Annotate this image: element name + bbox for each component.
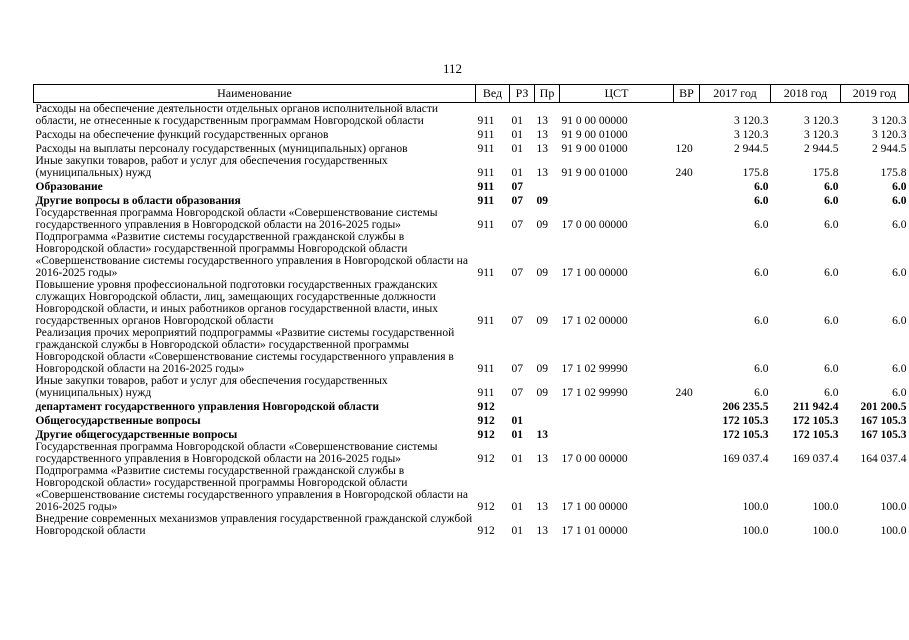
cell-rz: 01 [511, 429, 523, 441]
header-rz: РЗ [510, 85, 535, 103]
cell-2018: 169 037.4 [792, 453, 839, 465]
cell-2018: 2 944.5 [804, 143, 839, 155]
cell-cst: 91 9 00 01000 [561, 167, 628, 179]
cell-name: Расходы на выплаты персоналу государственных (муниципальных) органов [35, 143, 408, 155]
cell-2019: 6.0 [892, 219, 907, 231]
cell-2019: 100.0 [880, 501, 907, 513]
cell-cst: 17 1 02 99990 [561, 363, 628, 375]
cell-vr [674, 399, 700, 413]
cell-vr: 120 [675, 143, 693, 155]
cell-rz: 01 [511, 415, 523, 427]
cell-rz: 07 [511, 219, 523, 231]
cell-2019: 100.0 [880, 525, 907, 537]
table-row [34, 141, 909, 155]
cell-2018: 6.0 [824, 181, 839, 193]
cell-2017: 6.0 [754, 195, 769, 207]
cell-name: Государственная программа Новгородской области «Совершенствование системы государственного управления в Новгородской области на 2016-2025 годы» [35, 207, 438, 231]
cell-2017: 6.0 [754, 363, 769, 375]
cell-name: Внедрение современных механизмов управления государственной гражданской службой Новгородской области [35, 513, 473, 537]
cell-pr: 09 [536, 315, 548, 327]
cell-2019: 6.0 [892, 181, 907, 193]
cell-2019: 167 105.3 [860, 415, 907, 427]
cell-2019: 3 120.3 [872, 115, 907, 127]
cell-2018: 6.0 [824, 387, 839, 399]
cell-2019: 201 200.5 [860, 401, 907, 413]
cell-pr: 09 [536, 363, 548, 375]
cell-pr: 09 [536, 387, 548, 399]
cell-2017: 100.0 [742, 525, 769, 537]
cell-name: Подпрограмма «Развитие системы государственной гражданской службы в Новгородской области» государственной программы Новгородской области «Совершенствование системы государственного управления в Новгородской области на 2016-2025 годы» [35, 231, 468, 279]
table-row [34, 427, 909, 441]
cell-name: Государственная программа Новгородской области «Совершенствование системы государственного управления в Новгородской области на 2016-2025 годы» [35, 441, 438, 465]
header-vr: ВР [674, 85, 700, 103]
cell-ved: 912 [477, 415, 495, 427]
cell-2018: 172 105.3 [792, 415, 839, 427]
cell-cst: 91 0 00 00000 [561, 115, 628, 127]
cell-name: Другие вопросы в области образования [35, 195, 241, 207]
cell-rz: 01 [511, 167, 523, 179]
cell-2017: 2 944.5 [734, 143, 769, 155]
cell-rz: 01 [511, 501, 523, 513]
cell-2017: 206 235.5 [722, 401, 769, 413]
cell-rz: 01 [511, 525, 523, 537]
cell-2019: 175.8 [880, 167, 907, 179]
cell-2019: 3 120.3 [872, 129, 907, 141]
table-row [34, 103, 909, 128]
cell-rz: 01 [511, 143, 523, 155]
cell-ved: 912 [477, 501, 495, 513]
cell-2017: 172 105.3 [722, 429, 769, 441]
cell-2018: 3 120.3 [804, 115, 839, 127]
cell-2017: 169 037.4 [722, 453, 769, 465]
header-2019: 2019 год [841, 85, 909, 103]
cell-vr [674, 513, 700, 537]
cell-vr [674, 465, 700, 513]
table-row [34, 231, 909, 279]
cell-ved: 912 [477, 401, 495, 413]
cell-rz: 01 [511, 129, 523, 141]
cell-rz: 07 [511, 315, 523, 327]
cell-pr: 09 [536, 267, 548, 279]
header-ved: Вед [476, 85, 510, 103]
cell-rz: 07 [511, 181, 523, 193]
cell-2017: 175.8 [742, 167, 769, 179]
cell-name: Другие общегосударственные вопросы [35, 429, 238, 441]
cell-2017: 100.0 [742, 501, 769, 513]
cell-vr [674, 327, 700, 375]
cell-rz [510, 399, 535, 413]
table-row [34, 327, 909, 375]
table-row [34, 155, 909, 179]
cell-name: Иные закупки товаров, работ и услуг для обеспечения государственных (муниципальных) нужд [35, 375, 388, 399]
table-row [34, 193, 909, 207]
cell-vr: 240 [675, 387, 693, 399]
cell-name: Реализация прочих мероприятий подпрограммы «Развитие системы государственной гражданской службы в Новгородской области» государственной программы Новгородской области «Совершенствование системы государственного управления в Новгородской области на 2016-2025 годы» [35, 327, 455, 375]
cell-2018: 6.0 [824, 315, 839, 327]
cell-ved: 911 [477, 167, 495, 179]
table-row [34, 179, 909, 193]
header-2017: 2017 год [700, 85, 771, 103]
cell-pr: 13 [536, 525, 548, 537]
cell-cst: 17 0 00 00000 [561, 453, 628, 465]
cell-ved: 911 [477, 315, 495, 327]
cell-pr: 13 [536, 453, 548, 465]
cell-cst: 17 1 02 00000 [561, 315, 628, 327]
cell-ved: 911 [477, 195, 495, 207]
cell-2017: 6.0 [754, 219, 769, 231]
cell-ved: 911 [477, 387, 495, 399]
cell-2018: 6.0 [824, 195, 839, 207]
cell-2017: 3 120.3 [734, 129, 769, 141]
cell-vr [674, 207, 700, 231]
cell-2019: 164 037.4 [860, 453, 907, 465]
cell-rz: 07 [511, 363, 523, 375]
header-2018: 2018 год [771, 85, 841, 103]
cell-pr: 09 [536, 219, 548, 231]
table-row [34, 413, 909, 427]
cell-rz: 01 [511, 115, 523, 127]
cell-2019: 167 105.3 [860, 429, 907, 441]
cell-name: Подпрограмма «Развитие системы государственной гражданской службы в Новгородской области» государственной программы Новгородской области «Совершенствование системы государственного управления в Новгородской области на 2016-2025 годы» [35, 465, 468, 513]
cell-name: Общегосударственные вопросы [35, 415, 201, 427]
cell-pr [535, 179, 560, 193]
cell-cst: 17 1 00 00000 [561, 501, 628, 513]
cell-name: Иные закупки товаров, работ и услуг для обеспечения государственных (муниципальных) нужд [35, 155, 388, 179]
cell-cst [560, 399, 674, 413]
cell-vr [674, 427, 700, 441]
cell-pr: 13 [536, 167, 548, 179]
cell-cst: 91 9 00 01000 [561, 143, 628, 155]
cell-2019: 6.0 [892, 195, 907, 207]
cell-rz: 07 [511, 267, 523, 279]
cell-pr [535, 413, 560, 427]
cell-cst: 17 0 00 00000 [561, 219, 628, 231]
cell-pr: 13 [536, 129, 548, 141]
cell-cst [560, 427, 674, 441]
header-pr: Пр [535, 85, 560, 103]
cell-2019: 2 944.5 [872, 143, 907, 155]
cell-ved: 911 [477, 219, 495, 231]
cell-2019: 6.0 [892, 387, 907, 399]
table-row [34, 279, 909, 327]
cell-vr [674, 193, 700, 207]
cell-2017: 6.0 [754, 315, 769, 327]
cell-name: Расходы на обеспечение деятельности отдельных органов исполнительной власти области, не отнесенные к государственным программам Новгородской области [35, 103, 439, 127]
cell-pr: 09 [536, 195, 548, 207]
table-row [34, 399, 909, 413]
cell-vr: 240 [675, 167, 693, 179]
table-row [34, 127, 909, 141]
cell-ved: 911 [477, 363, 495, 375]
table-row [34, 513, 909, 537]
cell-vr [674, 441, 700, 465]
cell-2017: 6.0 [754, 181, 769, 193]
cell-name: департамент государственного управления Новгородской области [35, 401, 379, 413]
cell-rz: 07 [511, 387, 523, 399]
cell-name: Расходы на обеспечение функций государственных органов [35, 129, 329, 141]
cell-vr [674, 103, 700, 128]
table-row [34, 375, 909, 399]
cell-ved: 911 [477, 181, 495, 193]
cell-2018: 100.0 [812, 501, 839, 513]
cell-2018: 100.0 [812, 525, 839, 537]
cell-2018: 211 942.4 [793, 401, 839, 413]
cell-vr [674, 179, 700, 193]
cell-pr: 13 [536, 143, 548, 155]
cell-cst: 17 1 01 00000 [561, 525, 628, 537]
header-cst: ЦСТ [560, 85, 674, 103]
cell-2019: 6.0 [892, 315, 907, 327]
cell-vr [674, 279, 700, 327]
cell-vr [674, 231, 700, 279]
table-row [34, 441, 909, 465]
cell-2017: 3 120.3 [734, 115, 769, 127]
cell-2018: 172 105.3 [792, 429, 839, 441]
page-number: 112 [442, 61, 463, 76]
cell-pr: 13 [536, 429, 548, 441]
budget-table [33, 84, 909, 537]
cell-2017: 172 105.3 [722, 415, 769, 427]
cell-ved: 911 [477, 115, 495, 127]
cell-name: Повышение уровня профессиональной подготовки государственных гражданских служащих Новгородской области, лиц, замещающих государственные должности Новгородской области, и иных работников органов государственной власти, иных государственных органов Новгородской области [35, 279, 438, 327]
cell-ved: 911 [477, 129, 495, 141]
cell-rz: 01 [511, 453, 523, 465]
cell-2018: 6.0 [824, 363, 839, 375]
cell-ved: 911 [477, 267, 495, 279]
cell-2019: 6.0 [892, 267, 907, 279]
cell-cst [560, 179, 674, 193]
cell-name: Образование [35, 181, 103, 193]
cell-pr: 13 [536, 501, 548, 513]
cell-2018: 6.0 [824, 219, 839, 231]
cell-2017: 6.0 [754, 387, 769, 399]
cell-ved: 912 [477, 525, 495, 537]
cell-2017: 6.0 [754, 267, 769, 279]
cell-2018: 6.0 [824, 267, 839, 279]
cell-2018: 175.8 [812, 167, 839, 179]
cell-ved: 912 [477, 429, 495, 441]
table-row [34, 207, 909, 231]
cell-cst: 17 1 02 99990 [561, 387, 628, 399]
cell-cst: 17 1 00 00000 [561, 267, 628, 279]
cell-cst [560, 193, 674, 207]
cell-ved: 911 [477, 143, 495, 155]
cell-2019: 6.0 [892, 363, 907, 375]
cell-cst: 91 9 00 01000 [561, 129, 628, 141]
table-row [34, 465, 909, 513]
cell-pr: 13 [536, 115, 548, 127]
cell-vr [674, 127, 700, 141]
cell-vr [674, 413, 700, 427]
table-header-row [34, 85, 909, 103]
cell-ved: 912 [477, 453, 495, 465]
header-name: Наименование [34, 85, 476, 103]
cell-pr [535, 399, 560, 413]
cell-2018: 3 120.3 [804, 129, 839, 141]
cell-rz: 07 [511, 195, 523, 207]
cell-cst [560, 413, 674, 427]
